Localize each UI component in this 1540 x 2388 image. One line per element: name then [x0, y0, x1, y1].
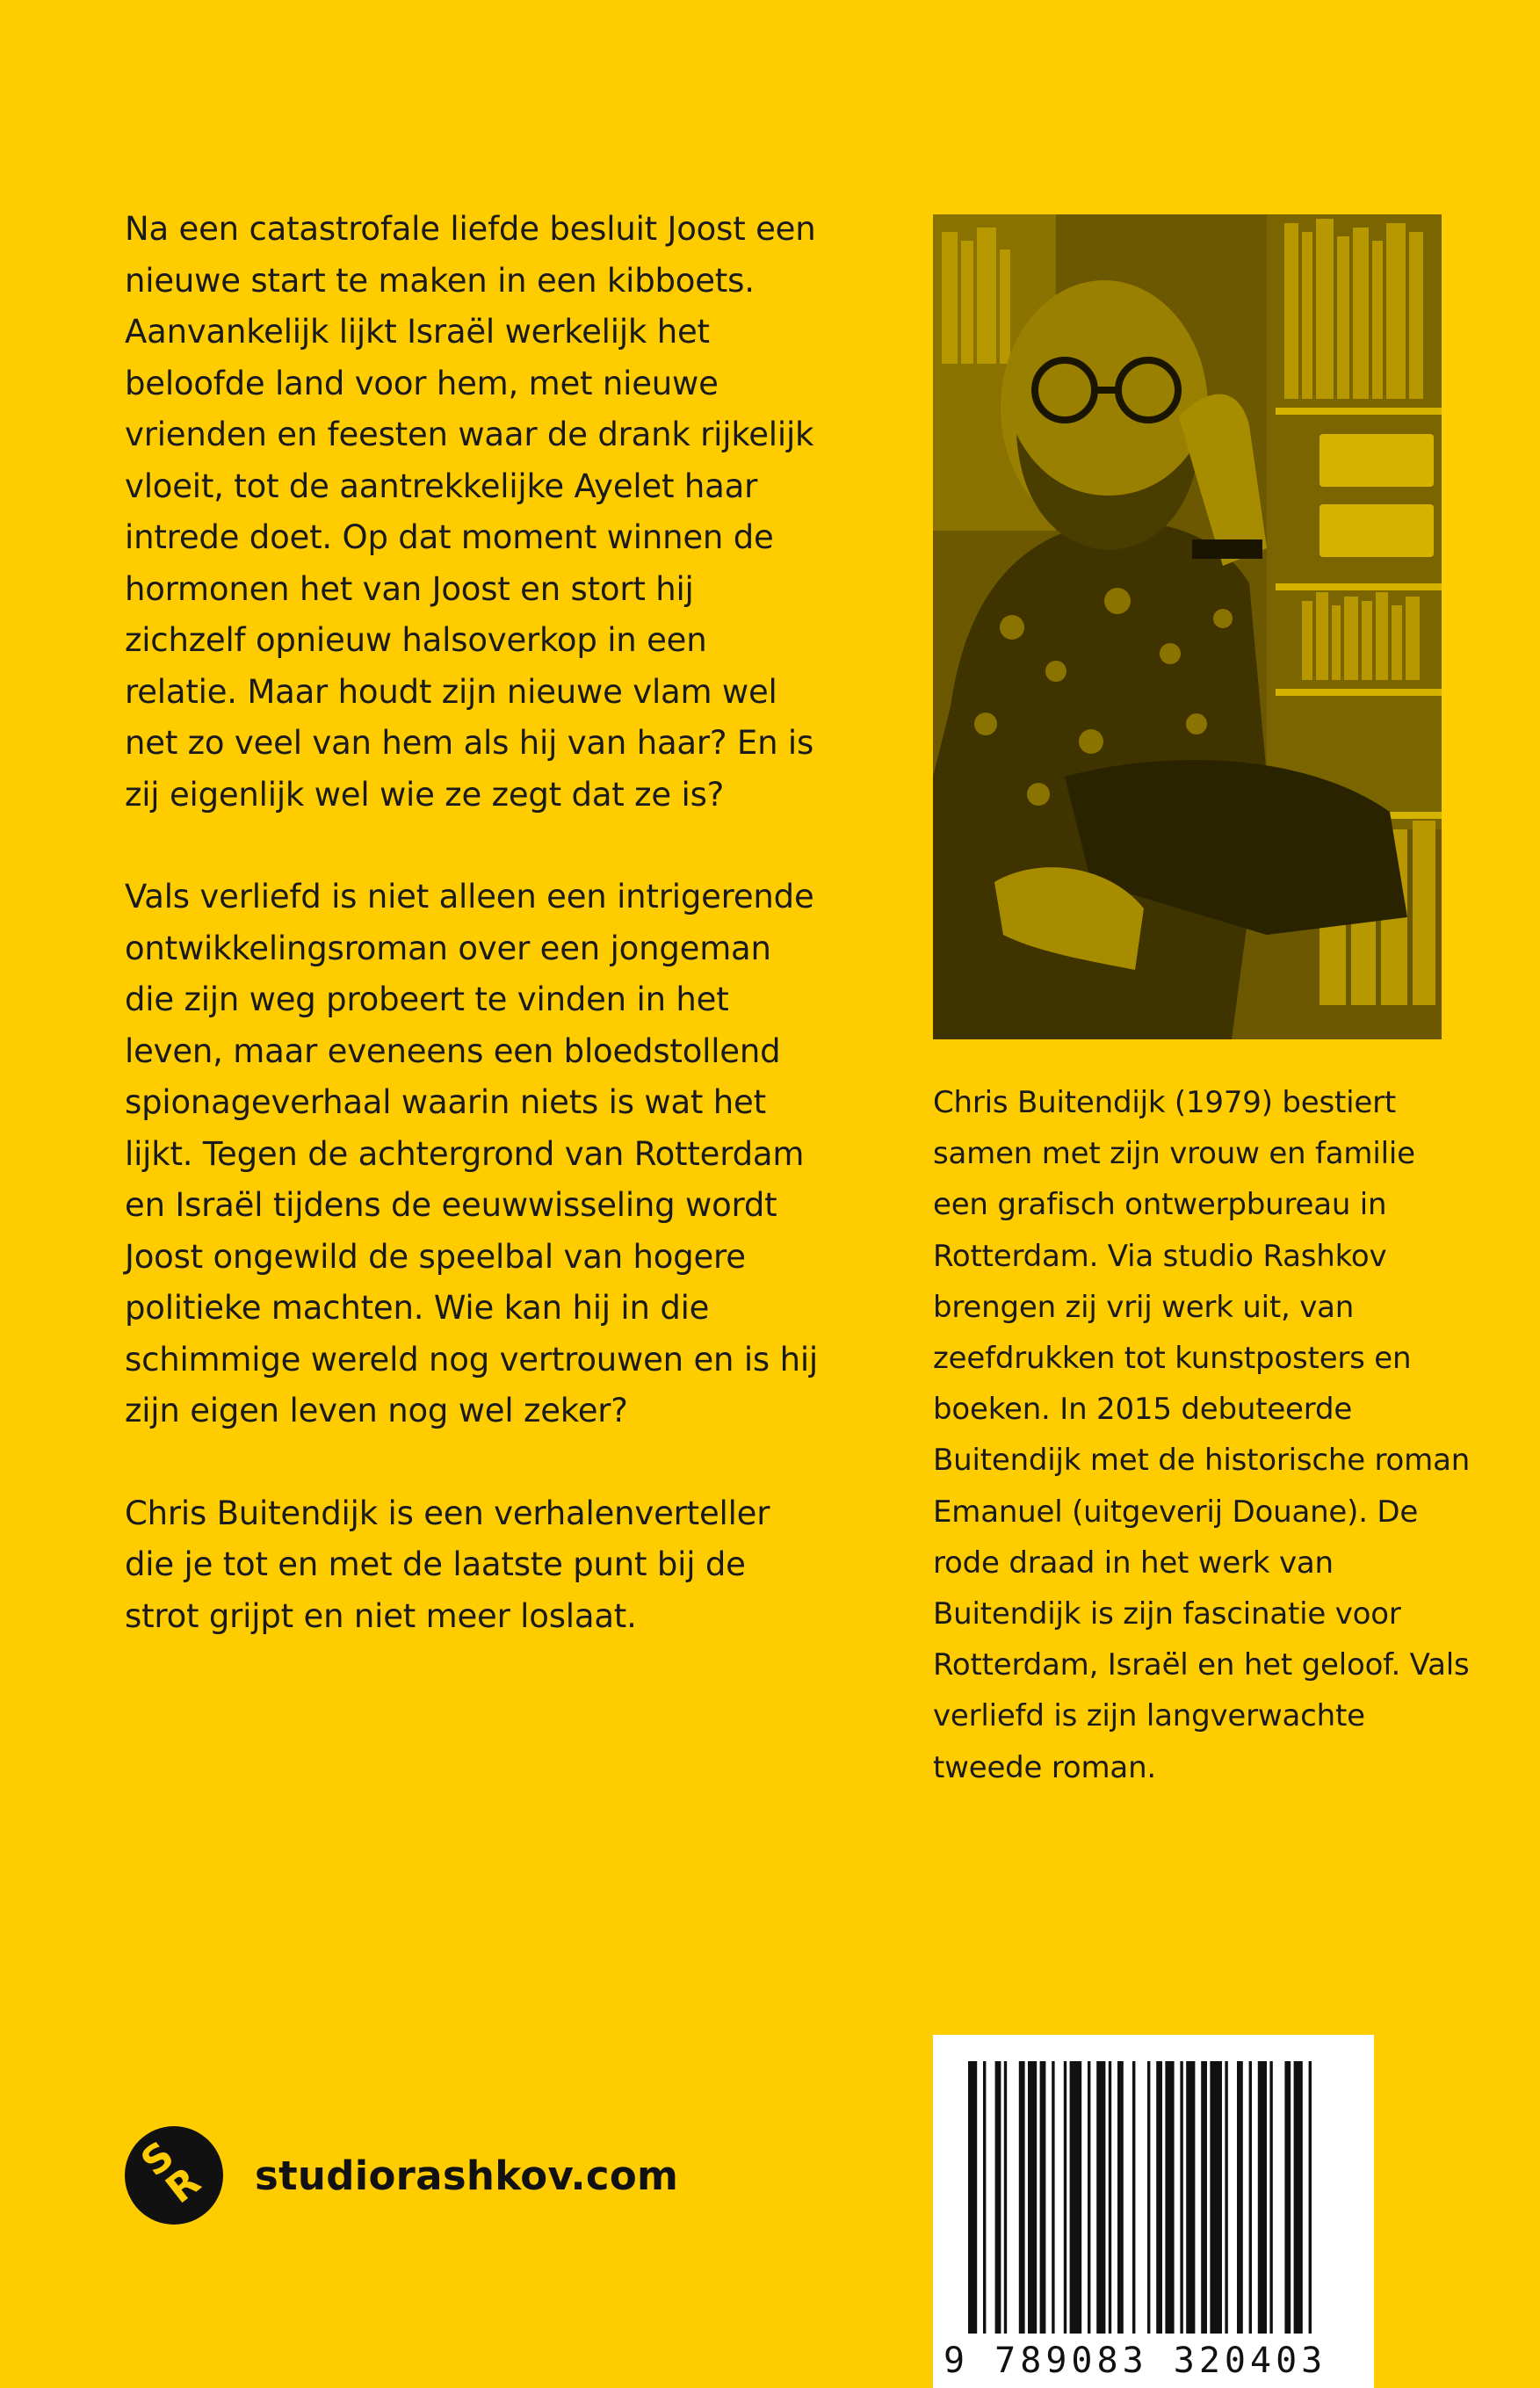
- barcode-bar: [1040, 2061, 1046, 2334]
- barcode-bar: [1165, 2061, 1174, 2334]
- barcode-bar: [995, 2061, 1001, 2334]
- barcode-bar: [1284, 2061, 1291, 2334]
- barcode-bar: [1225, 2061, 1227, 2334]
- barcode-bar: [1117, 2061, 1124, 2334]
- barcode-bar: [1237, 2061, 1243, 2334]
- barcode-bar: [1109, 2061, 1111, 2334]
- back-cover-blurb: [125, 204, 819, 1693]
- barcode-bar: [1132, 2061, 1135, 2334]
- barcode-bar: [1210, 2061, 1222, 2334]
- barcode-bars-icon: [933, 2035, 1374, 2342]
- barcode-bar: [1052, 2061, 1054, 2334]
- author-photo: [933, 214, 1442, 1039]
- barcode-bar: [983, 2061, 986, 2334]
- barcode-bar: [1004, 2061, 1007, 2334]
- barcode-bar: [1096, 2061, 1105, 2334]
- publisher-logo: [125, 2126, 223, 2225]
- barcode-bar: [1180, 2061, 1182, 2334]
- barcode-bar: [1064, 2061, 1066, 2334]
- barcode-bar: [1258, 2061, 1267, 2334]
- barcode-bar: [1156, 2061, 1162, 2334]
- blurb-paragraph-3: Chris Buitendijk is een verhalenverteller die je tot en met de laatste punt bij de strot grijpt en niet meer loslaat.: [125, 1494, 770, 1635]
- blurb-paragraph-2: Vals verliefd is niet alleen een intrigerende ontwikkelingsroman over een jongeman die zijn weg probeert te vinden in het leven, maar eveneens een bloedstollend spionageverhaal waarin niets is wat het lijkt. Tegen de achtergrond van Rotterdam en Israël tijdens de eeuwwisseling wordt Joost ongewild de speelbal van hogere politieke machten. Wie kan hij in die schimmige wereld nog vertrouwen en is hij zijn eigen leven nog wel zeker?: [125, 878, 818, 1429]
- isbn-number: 9 789083 320403: [944, 2341, 1327, 2381]
- barcode-bar: [1249, 2061, 1252, 2334]
- barcode-bar: [1070, 2061, 1082, 2334]
- author-bio-text: Chris Buitendijk (1979) bestiert samen met zijn vrouw en familie een grafisch ontwerpbureau in Rotterdam. Via studio Rashkov brengen zij vrij werk uit, van zeefdrukken tot kunstposters en boeken. In 2015 debuteerde Buitendijk met de historische roman Emanuel (uitgeverij Douane). De rode draad in het werk van Buitendijk is zijn fascinatie voor Rotterdam, Israël en het geloof. Vals verliefd is zijn langverwachte tweede roman.: [933, 1085, 1471, 1785]
- publisher-logo-letter-s: S: [133, 2132, 183, 2186]
- barcode: [933, 2035, 1374, 2388]
- barcode-bar: [1028, 2061, 1037, 2334]
- blurb-paragraph-1: Na een catastrofale liefde besluit Joost een nieuwe start te maken in een kibboets. Aanvankelijk lijkt Israël werkelijk het beloofde land voor hem, met nieuwe vrienden en feesten waar de drank rijkelijk vloeit, tot de aantrekkelijke Ayelet haar intrede doet. Op dat moment winnen de hormonen het van Joost en stort hij zichzelf opnieuw halsoverkop in een relatie. Maar houdt zijn nieuwe vlam wel net zo veel van hem als hij van haar? En is zij eigenlijk wel wie ze zegt dat ze is?: [125, 210, 816, 814]
- barcode-bar: [1294, 2061, 1303, 2334]
- barcode-bar: [1269, 2061, 1272, 2334]
- barcode-bar: [1186, 2061, 1195, 2334]
- author-bio: [933, 1077, 1478, 1793]
- publisher-logo-letter-r: R: [157, 2159, 209, 2213]
- publisher-block: [125, 2126, 678, 2225]
- barcode-bar: [1088, 2061, 1090, 2334]
- barcode-bar: [1309, 2061, 1312, 2334]
- publisher-url[interactable]: studiorashkov.com: [255, 2152, 679, 2199]
- barcode-bar: [968, 2061, 977, 2334]
- barcode-bar: [1147, 2061, 1150, 2334]
- author-photo-illustration: [933, 214, 1442, 1039]
- barcode-bar: [1019, 2061, 1025, 2334]
- barcode-bar: [1201, 2061, 1207, 2334]
